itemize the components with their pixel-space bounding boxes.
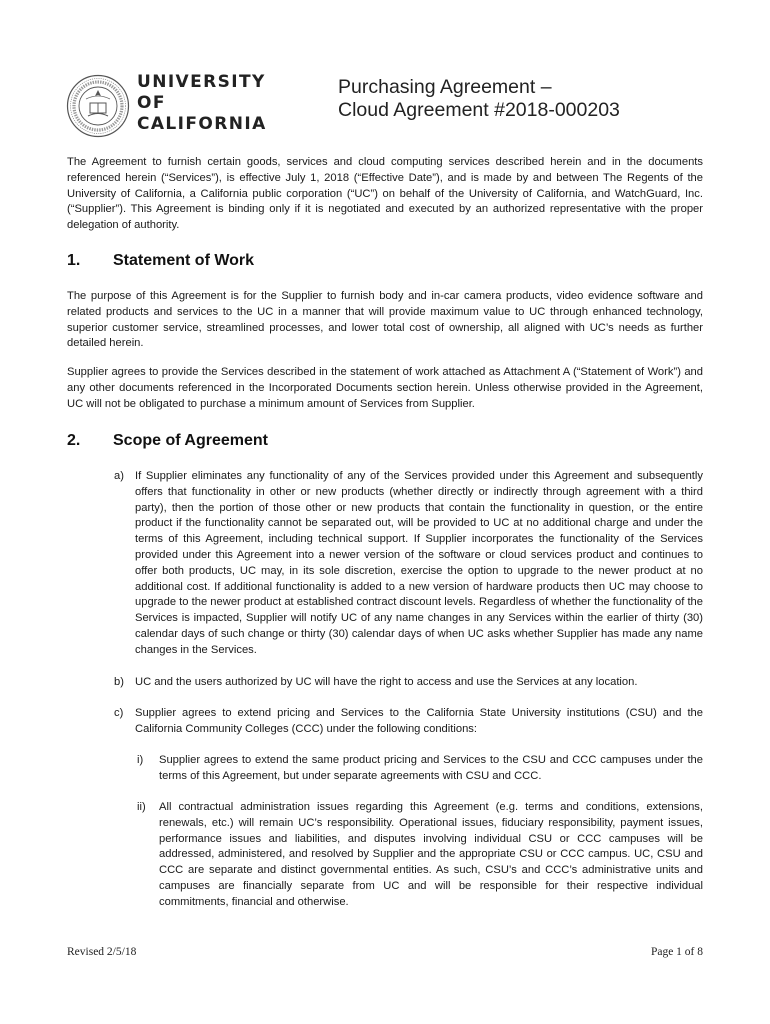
logo-line-2: OF <box>137 93 166 113</box>
uc-seal-icon <box>66 74 130 138</box>
section-1-number: 1. <box>67 252 81 269</box>
footer-page-number: Page 1 of 8 <box>650 946 703 958</box>
intro-paragraph: The Agreement to furnish certain goods, services and cloud computing services described herein and in the documents referenced herein (“Services”), is effective July 1, 2018 (“Effective Date”), and is made by and between The Regents of the University of California, a California public corporation (“UC”) on behalf of the University of California, and WatchGuard, Inc. (“Supplier”). This Agreement is binding only if it is negotiated and executed by an authorized representative with the proper delegation of authority. <box>67 156 703 232</box>
section-1-heading <box>67 252 254 270</box>
sub-item-i <box>137 753 703 785</box>
footer-revised: Revised 2/5/18 <box>67 946 137 958</box>
list-item-a <box>114 469 703 659</box>
section-1-paragraph-2: Supplier agrees to provide the Services described in the statement of work attached as Attachment A (“Statement of Work”) and any other documents referenced in the Incorporated Documents section herein. Unless otherwise provided in the Agreement, UC will not be obligated to purchase a minimum amount of Services from Supplier. <box>67 366 703 410</box>
list-item-b <box>114 675 703 691</box>
logo-line-1: UNIVERSITY <box>137 72 266 92</box>
section-1-title: Statement of Work <box>113 252 255 269</box>
section-2-title: Scope of Agreement <box>113 432 268 449</box>
list-item-c <box>114 706 703 738</box>
list-marker-b: b) <box>114 676 124 688</box>
sub-text-ii: All contractual administration issues regarding this Agreement (e.g. terms and conditions, extensions, renewals, etc.) will remain UC’s responsibility. Operational issues, fiduciary responsibility, payment issues, performance issues and liabilities, and disputes involving individual CSU or CCC campuses will be addressed, administered, and resolved by Supplier and the appropriate CSU or CCC campus. UC, CSU and CCC are separate and distinct governmental entities. As such, CSU’s and CCC’s administrative units and campuses are financially separate from UC and will be responsible for their respective individual commitments, financial and otherwise. <box>159 801 703 908</box>
document-title <box>338 76 620 122</box>
sub-marker-ii: ii) <box>137 801 146 813</box>
section-1-paragraph-1: The purpose of this Agreement is for the Supplier to furnish body and in-car camera products, video evidence software and related products and services to the UC in a manner that will provide maximum value to UC through enhanced technology, superior customer service, streamlined processes, and lower total cost of ownership, all aligned with UC’s needs as further detailed herein. <box>67 290 703 350</box>
list-marker-c: c) <box>114 707 124 719</box>
sub-item-ii <box>137 800 703 911</box>
list-text-c: Supplier agrees to extend pricing and Services to the California State University institutions (CSU) and the California Community Colleges (CCC) under the following conditions: <box>135 707 703 735</box>
title-line-2: Cloud Agreement #2018-000203 <box>338 99 620 121</box>
list-text-a: If Supplier eliminates any functionality of any of the Services provided under this Agreement and subsequently offers that functionality in other or new products (whether directly or indirectly through agreement with a third party), then the portion of those other or new products that contain the functionality in question, or the entire product if the functionality cannot be separated out, will be provided to UC at no additional charge and under the terms of this Agreement, including technical support. If Supplier incorporates the functionality of the Services provided under this Agreement into a newer version of the software or cloud services product and continues to offer both products, UC may, in its sole discretion, exercise the option to upgrade to the newer product at no additional cost. If additional functionality is added to a new version of hardware products then UC may choose to upgrade to the newer product at established contract discount levels. Regardless of whether the functionality of the Services is impacted, Supplier will notify UC of any name changes in any Services within the earlier of thirty (30) calendar days of such change or thirty (30) calendar days of when UC asks whether Supplier has made any name changes in the Services. <box>135 470 703 656</box>
sub-text-i: Supplier agrees to extend the same product pricing and Services to the CSU and CCC campuses under the terms of this Agreement, but under separate agreements with CSU and CCC. <box>159 754 703 782</box>
section-2-number: 2. <box>67 432 81 449</box>
list-text-b: UC and the users authorized by UC will have the right to access and use the Services at any location. <box>135 676 638 688</box>
list-marker-a: a) <box>114 470 124 482</box>
university-logo-text <box>137 72 267 135</box>
sub-marker-i: i) <box>137 754 144 766</box>
title-line-1: Purchasing Agreement – <box>338 76 552 98</box>
logo-line-3: CALIFORNIA <box>137 114 267 134</box>
section-2-heading <box>67 432 268 450</box>
